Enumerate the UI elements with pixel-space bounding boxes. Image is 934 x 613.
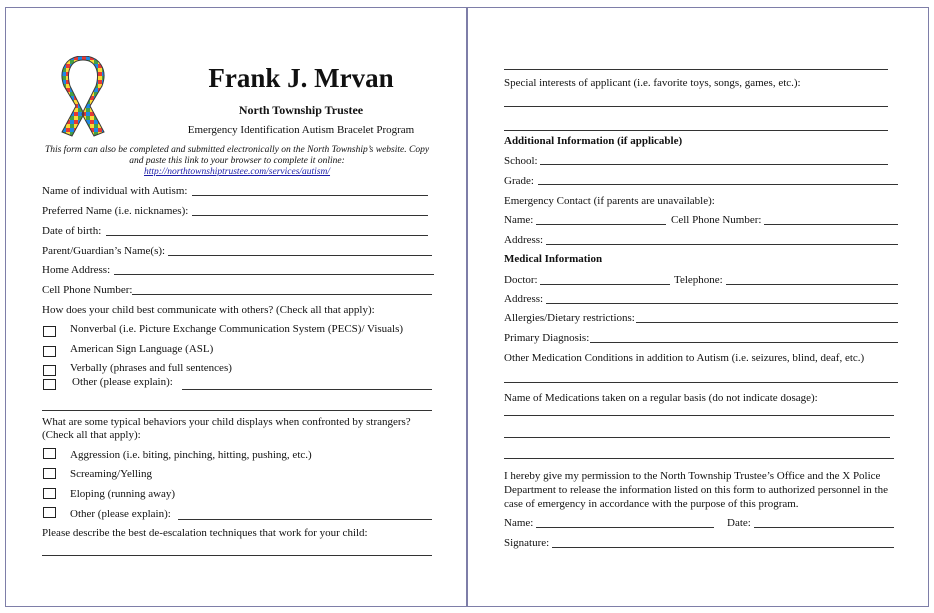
other-conditions-field[interactable] (504, 382, 898, 383)
cell-phone-field[interactable] (132, 294, 432, 295)
nonverbal-checkbox[interactable] (43, 326, 56, 337)
allergies-field[interactable] (636, 322, 898, 323)
form-page-2 (467, 7, 929, 607)
online-note-line-2: and paste this link to your browser to complete it online: (129, 156, 345, 166)
allergies-label: Allergies/Dietary restrictions: (504, 312, 635, 324)
guardian-field[interactable] (168, 255, 432, 256)
telephone-label: Telephone: (674, 274, 723, 286)
medical-address-field[interactable] (546, 303, 898, 304)
medical-info-heading: Medical Information (504, 253, 603, 265)
permission-line-2: Department to release the information listed on this form to authorized personnel in the (504, 484, 888, 496)
ec-name-label: Name: (504, 214, 534, 226)
trustee-subtitle: North Township Trustee (238, 103, 364, 117)
ec-cell-label: Cell Phone Number: (671, 214, 762, 226)
communicate-other-field-2[interactable] (42, 410, 432, 411)
behaviors-other-label: Other (please explain): (70, 508, 171, 520)
special-interests-field-2[interactable] (504, 130, 888, 131)
school-label: School: (504, 155, 538, 167)
cell-phone-label: Cell Phone Number: (42, 284, 133, 296)
ec-cell-field[interactable] (764, 224, 898, 225)
medications-field-1[interactable] (504, 415, 894, 416)
deescalation-field[interactable] (42, 555, 432, 556)
communicate-other-field[interactable] (182, 389, 432, 390)
preferred-name-label: Preferred Name (i.e. nicknames): (42, 205, 189, 217)
guardian-label: Parent/Guardian’s Name(s): (42, 245, 166, 257)
special-interests-field-1[interactable] (504, 106, 888, 107)
communicate-other-label: Other (please explain): (72, 376, 173, 388)
online-note-line-1: This form can also be completed and submitted electronically on the North Township’s website. Copy (44, 145, 430, 155)
signature-field[interactable] (552, 547, 894, 548)
online-form-link[interactable]: http://northtownshiptrustee.com/services/autism/ (143, 167, 331, 177)
medications-field-3[interactable] (504, 458, 894, 459)
home-address-label: Home Address: (42, 264, 111, 276)
emergency-contact-label: Emergency Contact (if parents are unavailable): (504, 195, 715, 207)
special-interests-label: Special interests of applicant (i.e. favorite toys, songs, games, etc.): (504, 77, 801, 89)
aggression-label: Aggression (i.e. biting, pinching, hitting, pushing, etc.) (70, 449, 312, 461)
primary-diagnosis-label: Primary Diagnosis: (504, 332, 590, 344)
behaviors-question-line-2: (Check all that apply): (42, 429, 141, 441)
grade-label: Grade: (504, 175, 534, 187)
medications-label: Name of Medications taken on a regular basis (do not indicate dosage): (504, 392, 818, 404)
ec-name-field[interactable] (536, 224, 666, 225)
name-individual-label: Name of individual with Autism: (42, 185, 188, 197)
verbally-label: Verbally (phrases and full sentences) (70, 362, 232, 374)
telephone-field[interactable] (726, 284, 898, 285)
preferred-name-field[interactable] (192, 215, 428, 216)
eloping-checkbox[interactable] (43, 488, 56, 499)
program-title: Emergency Identification Autism Bracelet Program (187, 124, 415, 136)
school-field[interactable] (540, 164, 888, 165)
aggression-checkbox[interactable] (43, 448, 56, 459)
behaviors-question-line-1: What are some typical behaviors your child displays when confronted by strangers? (42, 416, 411, 428)
screaming-checkbox[interactable] (43, 468, 56, 479)
sign-date-label: Date: (727, 517, 751, 529)
ec-address-field[interactable] (546, 244, 898, 245)
behaviors-other-field[interactable] (178, 519, 432, 520)
dob-label: Date of birth: (42, 225, 102, 237)
permission-line-3: case of emergency in accordance with the purpose of this program. (504, 498, 799, 510)
behaviors-other-checkbox[interactable] (43, 507, 56, 518)
home-address-field[interactable] (114, 274, 434, 275)
top-blank-line[interactable] (504, 69, 888, 70)
verbally-checkbox[interactable] (43, 365, 56, 376)
asl-label: American Sign Language (ASL) (70, 343, 214, 355)
communicate-other-checkbox[interactable] (43, 379, 56, 390)
communicate-question: How does your child best communicate with others? (Check all that apply): (42, 304, 375, 316)
medical-address-label: Address: (504, 293, 544, 305)
sign-name-field[interactable] (536, 527, 714, 528)
dob-field[interactable] (106, 235, 428, 236)
grade-field[interactable] (538, 184, 898, 185)
nonverbal-label: Nonverbal (i.e. Picture Exchange Communication System (PECS)/ Visuals) (70, 323, 404, 335)
asl-checkbox[interactable] (43, 346, 56, 357)
sign-date-field[interactable] (754, 527, 894, 528)
primary-diagnosis-field[interactable] (590, 342, 898, 343)
screaming-label: Screaming/Yelling (70, 468, 152, 480)
medications-field-2[interactable] (504, 437, 890, 438)
ec-address-label: Address: (504, 234, 544, 246)
sign-name-label: Name: (504, 517, 534, 529)
deescalation-label: Please describe the best de-escalation techniques that work for your child: (42, 527, 368, 539)
doctor-field[interactable] (540, 284, 670, 285)
signature-label: Signature: (504, 537, 550, 549)
doctor-label: Doctor: (504, 274, 538, 286)
other-conditions-label: Other Medication Conditions in addition to Autism (i.e. seizures, blind, deaf, etc.) (504, 352, 865, 364)
autism-ribbon-icon (50, 56, 116, 140)
permission-line-1: I hereby give my permission to the North Township Trustee’s Office and the X Police (504, 470, 881, 482)
trustee-name-title: Frank J. Mrvan (208, 63, 394, 93)
additional-info-heading: Additional Information (if applicable) (504, 135, 683, 147)
name-individual-field[interactable] (192, 195, 428, 196)
eloping-label: Eloping (running away) (70, 488, 176, 500)
form-page-1 (5, 7, 467, 607)
